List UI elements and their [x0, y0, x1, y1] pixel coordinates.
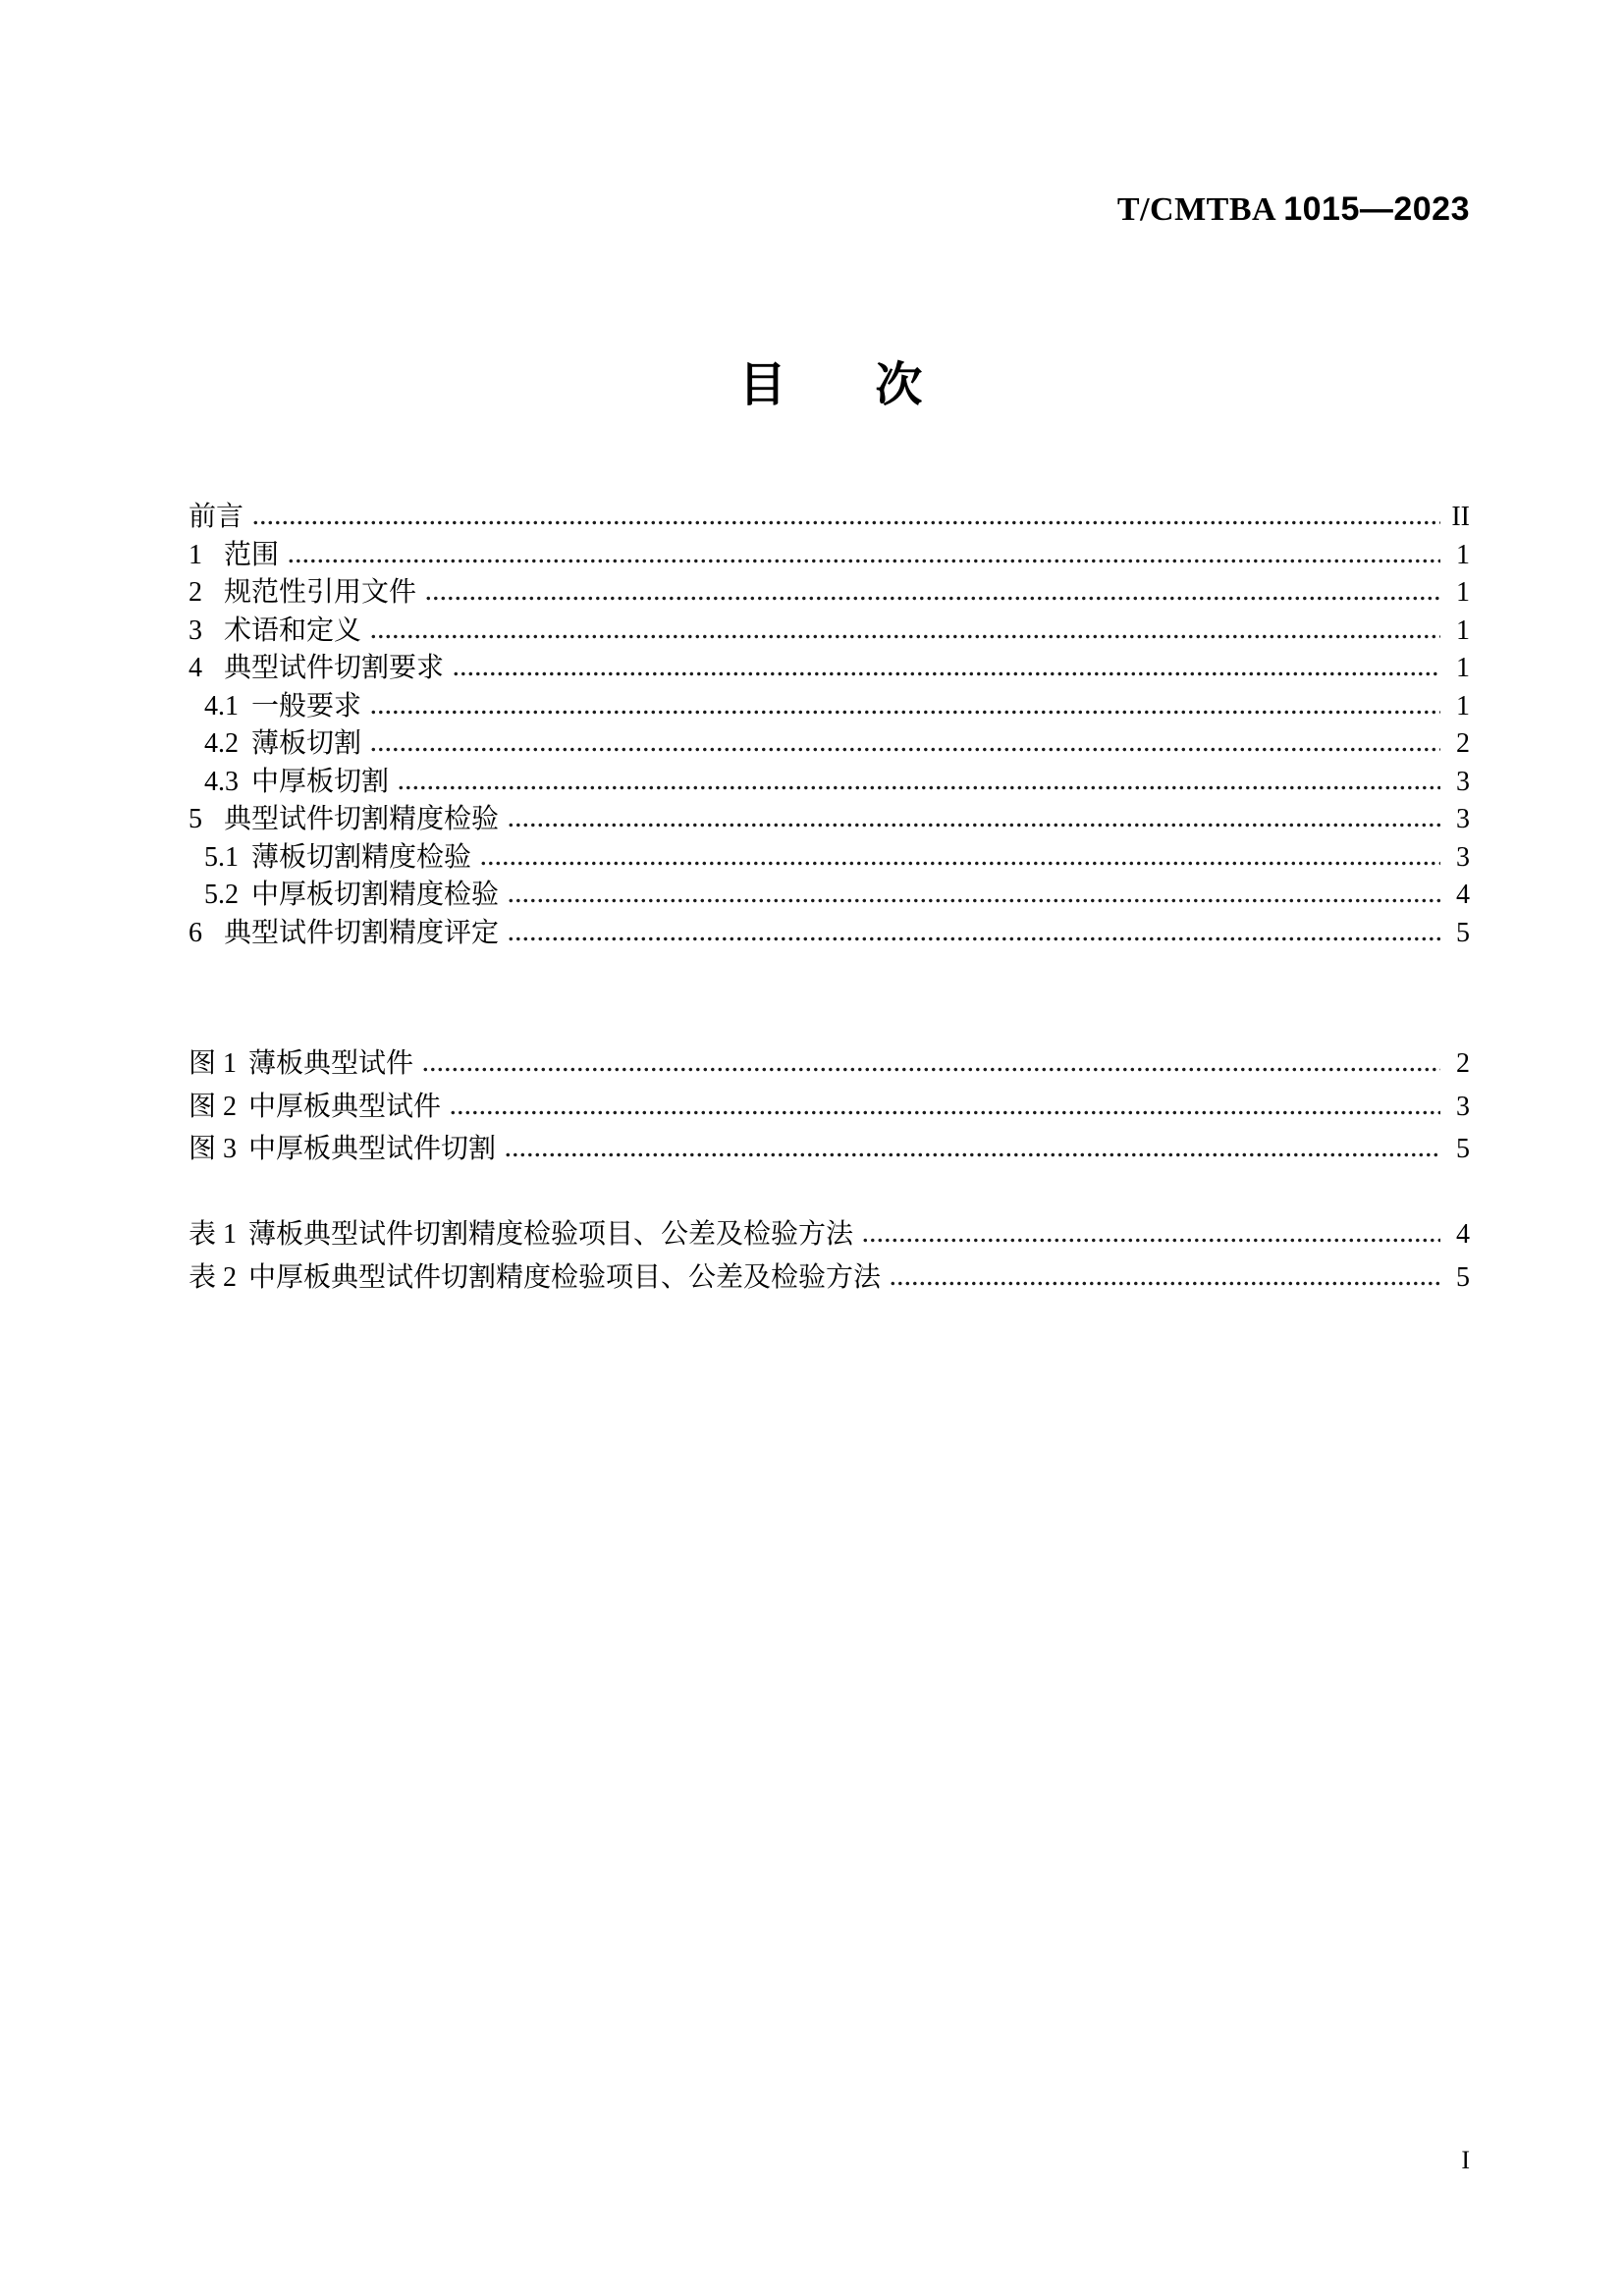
toc-entry-row — [189, 842, 1470, 881]
dot-leader — [506, 1152, 1440, 1157]
toc-entry-page-number: 2 — [1456, 728, 1470, 759]
toc-entry-row — [189, 1048, 1470, 1092]
toc-entry-page-number: 1 — [1456, 653, 1470, 683]
toc-entry-page-number: 1 — [1456, 539, 1470, 570]
toc-entry-number: 1 — [189, 539, 202, 570]
dot-leader — [509, 898, 1440, 903]
dot-leader — [454, 671, 1440, 676]
toc-entry-number: 表 2 — [189, 1261, 238, 1293]
dot-leader — [289, 559, 1440, 563]
toc-entry-number: 图 2 — [189, 1091, 238, 1122]
toc-entry-page-number: 3 — [1456, 804, 1470, 834]
toc-entry-title: 薄板切割精度检验 — [251, 841, 472, 873]
toc-entry-number: 4.1 — [204, 690, 239, 721]
toc-entry-number: 5.1 — [204, 841, 239, 873]
dot-leader — [399, 785, 1440, 790]
dot-leader — [509, 823, 1440, 828]
toc-entry-page-number: 4 — [1456, 1219, 1470, 1250]
toc-entry-title: 薄板切割 — [251, 728, 362, 759]
toc-entry-title: 薄板典型试件 — [248, 1048, 414, 1079]
toc-entry-title: 中厚板典型试件切割精度检验项目、公差及检验方法 — [248, 1261, 882, 1293]
toc-entry-title: 一般要求 — [251, 690, 362, 721]
toc-entry-title: 规范性引用文件 — [224, 577, 417, 608]
toc-entry-title: 薄板典型试件切割精度检验项目、公差及检验方法 — [248, 1219, 854, 1250]
toc-entry-number: 5 — [189, 804, 202, 834]
toc-entry-row — [189, 691, 1470, 729]
toc-entry-title: 中厚板典型试件 — [248, 1091, 442, 1122]
toc-entry-title: 中厚板典型试件切割 — [248, 1134, 497, 1164]
toc-entry-row — [189, 1092, 1470, 1135]
toc-entry-title: 典型试件切割要求 — [224, 653, 445, 683]
dot-leader — [371, 747, 1440, 752]
toc-entry-row — [189, 880, 1470, 918]
toc-entry-number: 4.2 — [204, 728, 239, 759]
toc-entry-row — [189, 1262, 1470, 1306]
toc-entry-number: 4.3 — [204, 766, 239, 797]
toc-entry-title: 典型试件切割精度检验 — [224, 804, 500, 834]
toc-main-list — [189, 502, 1470, 955]
toc-entry-title: 前言 — [189, 502, 244, 532]
toc-entry-row — [189, 1219, 1470, 1262]
dot-leader — [451, 1110, 1440, 1115]
toc-entry-page-number: 1 — [1456, 614, 1470, 646]
dot-leader — [371, 634, 1440, 639]
toc-entry-page-number: 2 — [1456, 1048, 1470, 1079]
dot-leader — [371, 710, 1440, 715]
toc-entry-title: 中厚板切割 — [251, 766, 390, 797]
toc-entry-row — [189, 767, 1470, 805]
dot-leader — [426, 596, 1440, 601]
dot-leader — [481, 861, 1440, 866]
dot-leader — [253, 520, 1440, 525]
toc-entry-page-number: 5 — [1456, 1261, 1470, 1293]
toc-tables-list — [189, 1219, 1470, 1305]
toc-entry-title: 典型试件切割精度评定 — [224, 917, 500, 948]
toc-entry-number: 图 1 — [189, 1048, 238, 1079]
toc-entry-number: 4 — [189, 653, 202, 683]
toc-entry-page-number: 1 — [1456, 577, 1470, 608]
toc-entry-page-number: 3 — [1456, 766, 1470, 797]
toc-figures-list — [189, 1048, 1470, 1177]
toc-entry-page-number: 3 — [1456, 841, 1470, 873]
toc-entry-row — [189, 540, 1470, 578]
standard-code-number: 1015—2023 — [1283, 190, 1470, 228]
toc-entry-row — [189, 615, 1470, 654]
dot-leader — [509, 936, 1440, 941]
toc-entry-number: 2 — [189, 577, 202, 608]
toc-entry-number: 5.2 — [204, 880, 239, 910]
toc-entry-number: 3 — [189, 614, 202, 646]
toc-entry-row — [189, 502, 1470, 540]
toc-entry-page-number: 5 — [1456, 1134, 1470, 1164]
toc-entry-number: 表 1 — [189, 1219, 238, 1250]
toc-entry-title: 术语和定义 — [224, 614, 362, 646]
toc-entry-page-number: 3 — [1456, 1091, 1470, 1122]
dot-leader — [891, 1281, 1440, 1286]
dot-leader — [863, 1238, 1440, 1243]
toc-entry-row — [189, 1134, 1470, 1177]
toc-entry-row — [189, 804, 1470, 842]
toc-entry-page-number: 5 — [1456, 917, 1470, 948]
toc-entry-row — [189, 728, 1470, 767]
page-title: 目 次 — [738, 357, 925, 412]
toc-entry-row — [189, 653, 1470, 691]
toc-entry-number: 6 — [189, 917, 202, 948]
toc-entry-page-number: II — [1451, 502, 1470, 532]
footer-page-number: I — [1461, 2146, 1470, 2174]
toc-entry-page-number: 4 — [1456, 880, 1470, 910]
standard-code-header — [1117, 192, 1470, 227]
dot-leader — [423, 1067, 1440, 1072]
standard-code-prefix: T/CMTBA — [1116, 191, 1275, 228]
toc-entry-title: 范围 — [224, 539, 280, 570]
toc-entry-number: 图 3 — [189, 1134, 238, 1164]
toc-entry-row — [189, 918, 1470, 956]
toc-entry-page-number: 1 — [1456, 690, 1470, 721]
toc-entry-title: 中厚板切割精度检验 — [251, 880, 500, 910]
toc-entry-row — [189, 577, 1470, 615]
